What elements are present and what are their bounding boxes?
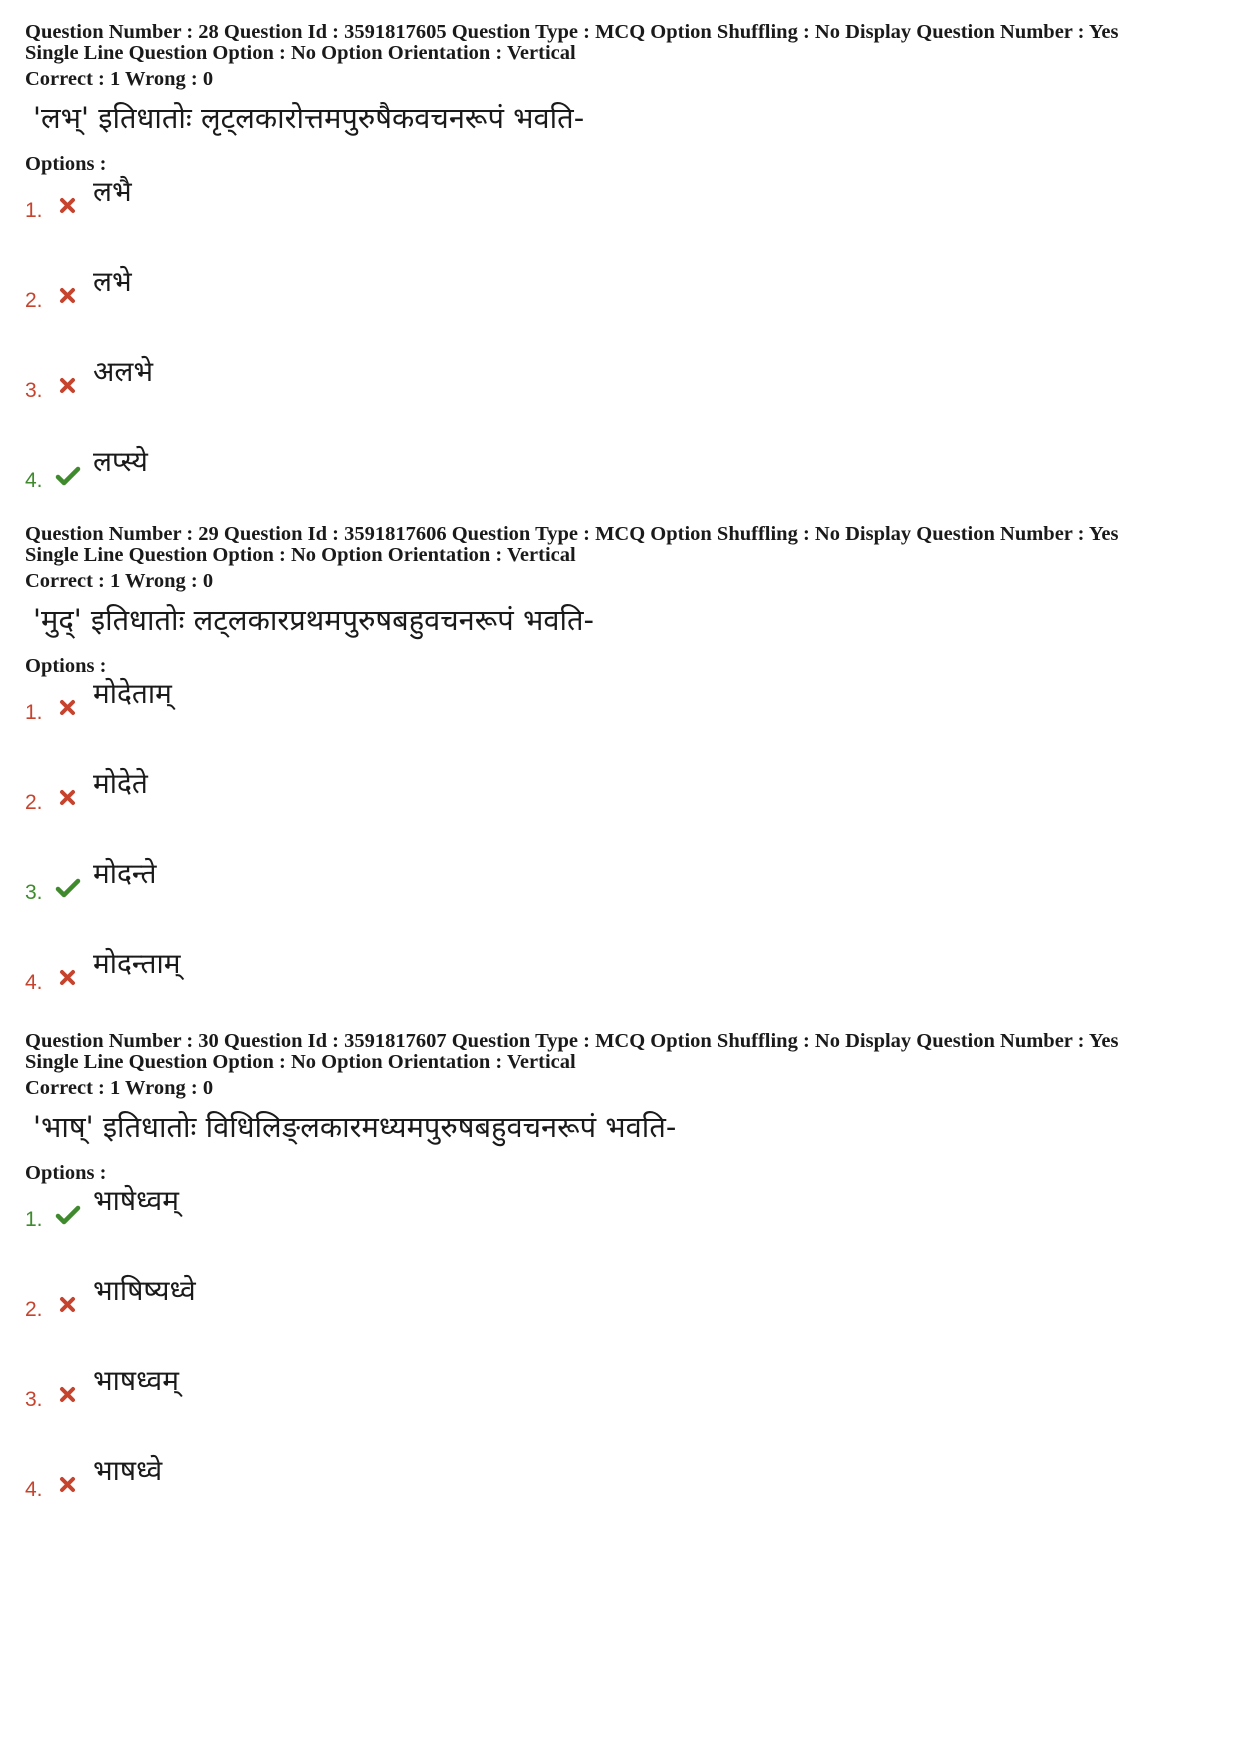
cross-icon xyxy=(55,1382,81,1408)
option-number: 3. xyxy=(25,1388,43,1411)
option-number: 4. xyxy=(25,1478,43,1501)
option-item[interactable] xyxy=(25,1274,1215,1364)
option-text: भाषिष्यध्वे xyxy=(93,1274,196,1307)
cross-icon xyxy=(55,965,81,991)
question-meta-line: Question Number : 30 Question Id : 3591817607 Question Type : MCQ Option Shuffling : No Display Question Number : Yes xyxy=(25,1030,1119,1052)
question-text: 'भाष्' इतिधातोः विधिलिङ्लकारमध्यमपुरुषबहुवचनरूपं भवति- xyxy=(33,1110,677,1144)
option-item[interactable] xyxy=(25,1184,1215,1274)
option-text: लभै xyxy=(93,175,132,208)
option-text: भाषध्वे xyxy=(93,1454,163,1487)
check-icon xyxy=(55,1202,81,1228)
question-meta xyxy=(25,22,1215,64)
option-number: 1. xyxy=(25,199,43,222)
marking-scheme: Correct : 1 Wrong : 0 xyxy=(25,570,214,592)
cross-icon xyxy=(55,695,81,721)
option-text: लभे xyxy=(93,265,132,298)
option-text: मोदन्ताम् xyxy=(93,947,181,980)
option-item[interactable] xyxy=(25,445,1215,535)
option-item[interactable] xyxy=(25,857,1215,947)
question-meta-line: Single Line Question Option : No Option Orientation : Vertical xyxy=(25,544,576,566)
option-number: 2. xyxy=(25,1298,43,1321)
marking-scheme: Correct : 1 Wrong : 0 xyxy=(25,1077,214,1099)
question-block xyxy=(25,524,1215,1037)
option-item[interactable] xyxy=(25,1364,1215,1454)
options-list xyxy=(25,175,1215,535)
option-text: मोदेताम् xyxy=(93,677,172,710)
cross-icon xyxy=(55,193,81,219)
option-text: मोदन्ते xyxy=(93,857,157,890)
cross-icon xyxy=(55,1472,81,1498)
question-block xyxy=(25,22,1215,535)
question-meta-line: Single Line Question Option : No Option Orientation : Vertical xyxy=(25,42,576,64)
option-text: भाषेध्वम् xyxy=(93,1184,179,1217)
option-item[interactable] xyxy=(25,767,1215,857)
option-item[interactable] xyxy=(25,947,1215,1037)
option-text: लप्स्ये xyxy=(93,445,148,478)
option-item[interactable] xyxy=(25,1454,1215,1544)
check-icon xyxy=(55,463,81,489)
option-number: 4. xyxy=(25,971,43,994)
option-number: 2. xyxy=(25,791,43,814)
question-text: 'लभ्' इतिधातोः लृट्लकारोत्तमपुरुषैकवचनरूपं भवति- xyxy=(33,101,585,135)
option-text: मोदेते xyxy=(93,767,148,800)
option-item[interactable] xyxy=(25,175,1215,265)
options-label: Options : xyxy=(25,1162,107,1184)
check-icon xyxy=(55,875,81,901)
option-number: 3. xyxy=(25,881,43,904)
options-list xyxy=(25,1184,1215,1544)
options-list xyxy=(25,677,1215,1037)
option-item[interactable] xyxy=(25,355,1215,445)
option-number: 2. xyxy=(25,289,43,312)
question-meta xyxy=(25,1031,1215,1073)
question-meta-line: Question Number : 29 Question Id : 3591817606 Question Type : MCQ Option Shuffling : No Display Question Number : Yes xyxy=(25,523,1119,545)
question-meta-line: Single Line Question Option : No Option Orientation : Vertical xyxy=(25,1051,576,1073)
option-item[interactable] xyxy=(25,677,1215,767)
question-meta xyxy=(25,524,1215,566)
option-number: 1. xyxy=(25,1208,43,1231)
option-text: भाषध्वम् xyxy=(93,1364,179,1397)
cross-icon xyxy=(55,785,81,811)
option-number: 1. xyxy=(25,701,43,724)
options-label: Options : xyxy=(25,153,107,175)
option-item[interactable] xyxy=(25,265,1215,355)
question-text: 'मुद्' इतिधातोः लट्लकारप्रथमपुरुषबहुवचनरूपं भवति- xyxy=(33,603,595,637)
cross-icon xyxy=(55,373,81,399)
question-block xyxy=(25,1031,1215,1544)
options-label: Options : xyxy=(25,655,107,677)
marking-scheme: Correct : 1 Wrong : 0 xyxy=(25,68,214,90)
option-number: 3. xyxy=(25,379,43,402)
option-number: 4. xyxy=(25,469,43,492)
cross-icon xyxy=(55,283,81,309)
question-meta-line: Question Number : 28 Question Id : 3591817605 Question Type : MCQ Option Shuffling : No Display Question Number : Yes xyxy=(25,21,1119,43)
option-text: अलभे xyxy=(93,355,154,388)
cross-icon xyxy=(55,1292,81,1318)
